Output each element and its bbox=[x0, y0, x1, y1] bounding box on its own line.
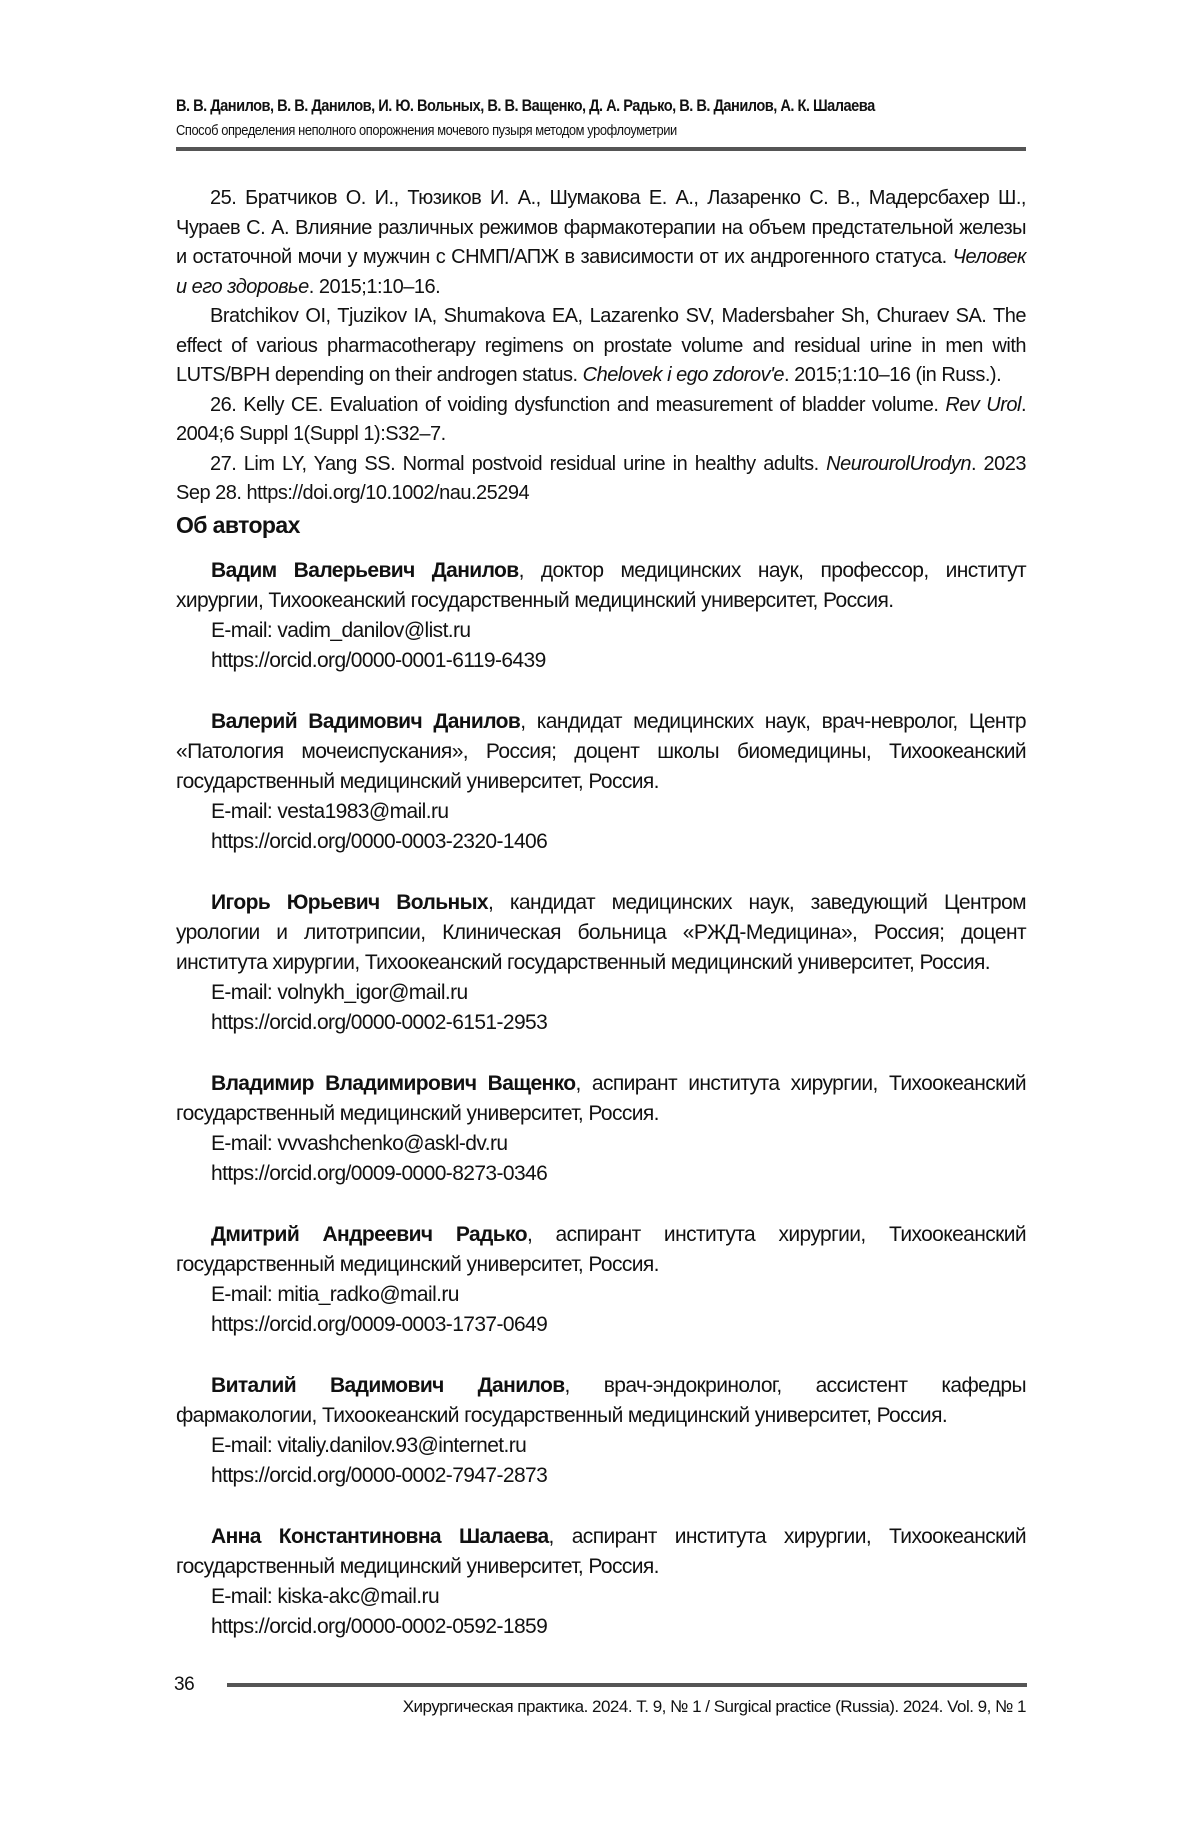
header-divider bbox=[176, 147, 1026, 151]
running-header-authors: В. В. Данилов, В. В. Данилов, И. Ю. Вольных, В. В. Ващенко, Д. А. Радько, В. В. Данилов, А. К. Шалаева bbox=[176, 96, 875, 115]
author-email[interactable]: E-mail: volnykh_igor@mail.ru bbox=[211, 981, 468, 1004]
reference-item: Bratchikov OI, Tjuzikov IA, Shumakova EA, Lazarenko SV, Madersbaher Sh, Churaev SA. The effect of various pharmacotherapy regimens on prostate volume and residual urine in men with LUTS/BPH depending on their androgen status. Chelovek i ego zdorov'e. 2015;1:10–16 (in Russ.). bbox=[176, 305, 1026, 386]
section-title: Об авторах bbox=[176, 512, 300, 538]
author-entry bbox=[176, 1371, 1026, 1491]
author-bio: , аспирант института хирургии, Тихоокеанский государственный медицинский университет, Россия. bbox=[176, 1223, 1026, 1276]
reference-item: 26. Kelly CE. Evaluation of voiding dysfunction and measurement of bladder volume. Rev Urol. 2004;6 Suppl 1(Suppl 1):S32–7. bbox=[176, 393, 1026, 445]
author-name: Анна Константиновна Шалаева bbox=[211, 1525, 549, 1548]
footer-divider bbox=[227, 1683, 1027, 1687]
author-name: Игорь Юрьевич Вольных bbox=[211, 891, 489, 914]
author-email[interactable]: E-mail: mitia_radko@mail.ru bbox=[211, 1283, 459, 1306]
author-orcid-link[interactable]: https://orcid.org/0000-0002-6151-2953 bbox=[211, 1011, 548, 1034]
author-bio: , кандидат медицинских наук, заведующий Центром урологии и литотрипсии, Клиническая больница «РЖД-Медицина», Россия; доцент института хирургии, Тихоокеанский государственный медицинский университет, Россия. bbox=[176, 891, 1026, 974]
author-orcid-link[interactable]: https://orcid.org/0000-0002-7947-2873 bbox=[211, 1464, 548, 1487]
author-name: Валерий Вадимович Данилов bbox=[211, 710, 521, 733]
author-name: Дмитрий Андреевич Радько bbox=[211, 1223, 527, 1246]
author-entry bbox=[176, 888, 1026, 1038]
author-entry bbox=[176, 556, 1026, 676]
author-email[interactable]: E-mail: vvvashchenko@askl-dv.ru bbox=[211, 1132, 508, 1155]
author-name: Владимир Владимирович Ващенко bbox=[211, 1072, 576, 1095]
author-list bbox=[176, 556, 1026, 1673]
author-email[interactable]: E-mail: vadim_danilov@list.ru bbox=[211, 619, 471, 642]
author-bio: , доктор медицинских наук, профессор, институт хирургии, Тихоокеанский государственный медицинский университет, Россия. bbox=[176, 559, 1026, 612]
author-entry bbox=[176, 1220, 1026, 1340]
author-bio: , аспирант института хирургии, Тихоокеанский государственный медицинский университет, Россия. bbox=[176, 1072, 1026, 1125]
author-email[interactable]: E-mail: kiska-akc@mail.ru bbox=[211, 1585, 440, 1608]
author-email[interactable]: E-mail: vesta1983@mail.ru bbox=[211, 800, 449, 823]
reference-item: 25. Братчиков О. И., Тюзиков И. А., Шумакова Е. А., Лазаренко С. В., Мадерсбахер Ш., Чураев С. А. Влияние различных режимов фармакотерапии на объем предстательной железы и остаточной мочи у мужчин с СНМП/АПЖ в зависимости от их андрогенного статуса. Человек и его здоровье. 2015;1:10–16. bbox=[176, 187, 1026, 298]
author-orcid-link[interactable]: https://orcid.org/0000-0003-2320-1406 bbox=[211, 830, 548, 853]
author-entry bbox=[176, 1069, 1026, 1189]
reference-list bbox=[176, 184, 1026, 509]
author-bio: , врач-эндокринолог, ассистент кафедры фармакологии, Тихоокеанский государственный медицинский университет, Россия. bbox=[176, 1374, 1026, 1427]
author-name: Виталий Вадимович Данилов bbox=[211, 1374, 565, 1397]
author-entry bbox=[176, 707, 1026, 857]
author-bio: , кандидат медицинских наук, врач-невролог, Центр «Патология мочеиспускания», Россия; доцент школы биомедицины, Тихоокеанский государственный медицинский университет, Россия. bbox=[176, 710, 1026, 793]
author-email[interactable]: E-mail: vitaliy.danilov.93@internet.ru bbox=[211, 1434, 527, 1457]
author-entry bbox=[176, 1522, 1026, 1642]
reference-item: 27. Lim LY, Yang SS. Normal postvoid residual urine in healthy adults. NeurourolUrodyn. 2023 Sep 28. https://doi.org/10.1002/nau.25294 bbox=[176, 452, 1026, 504]
author-bio: , аспирант института хирургии, Тихоокеанский государственный медицинский университет, Россия. bbox=[176, 1525, 1026, 1578]
author-orcid-link[interactable]: https://orcid.org/0000-0002-0592-1859 bbox=[211, 1615, 548, 1638]
author-name: Вадим Валерьевич Данилов bbox=[211, 559, 519, 582]
running-header-title: Способ определения неполного опорожнения мочевого пузыря методом урофлоуметрии bbox=[176, 122, 677, 139]
author-orcid-link[interactable]: https://orcid.org/0009-0003-1737-0649 bbox=[211, 1313, 548, 1336]
author-orcid-link[interactable]: https://orcid.org/0009-0000-8273-0346 bbox=[211, 1162, 548, 1185]
author-orcid-link[interactable]: https://orcid.org/0000-0001-6119-6439 bbox=[211, 649, 546, 672]
page-number: 36 bbox=[174, 1674, 195, 1695]
journal-citation: Хирургическая практика. 2024. Т. 9, № 1 / Surgical practice (Russia). 2024. Vol. 9, № 1 bbox=[402, 1697, 1026, 1716]
